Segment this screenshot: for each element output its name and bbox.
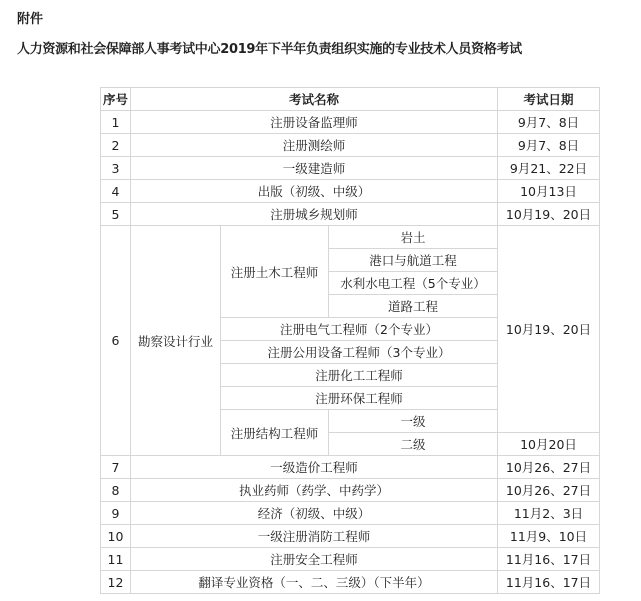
exam-level: 二级	[329, 433, 498, 456]
exam-name: 一级建造师	[131, 157, 498, 180]
row-number: 1	[101, 111, 131, 134]
table-row	[101, 111, 600, 134]
exam-name: 注册化工工程师	[221, 364, 498, 387]
exam-level: 一级	[329, 410, 498, 433]
header-name: 考试名称	[131, 88, 498, 111]
row-number: 6	[101, 226, 131, 456]
row-number: 8	[101, 479, 131, 502]
table-row	[101, 548, 600, 571]
exam-date: 10月19、20日	[498, 203, 600, 226]
exam-date: 10月13日	[498, 180, 600, 203]
table-row	[101, 525, 600, 548]
exam-name: 注册环保工程师	[221, 387, 498, 410]
exam-date: 11月2、3日	[498, 502, 600, 525]
exam-name: 注册土木工程师	[221, 226, 329, 318]
industry-name: 勘察设计行业	[131, 226, 221, 456]
table-row	[101, 479, 600, 502]
row-number: 7	[101, 456, 131, 479]
exam-name: 出版（初级、中级）	[131, 180, 498, 203]
row-number: 12	[101, 571, 131, 594]
table-row	[101, 226, 600, 249]
exam-date: 11月16、17日	[498, 571, 600, 594]
exam-name: 一级注册消防工程师	[131, 525, 498, 548]
row-number: 5	[101, 203, 131, 226]
exam-specialty: 水利水电工程（5个专业）	[329, 272, 498, 295]
row-number: 2	[101, 134, 131, 157]
exam-name: 注册结构工程师	[221, 410, 329, 456]
exam-date: 11月16、17日	[498, 548, 600, 571]
exam-name: 执业药师（药学、中药学）	[131, 479, 498, 502]
row-number: 10	[101, 525, 131, 548]
exam-date: 11月9、10日	[498, 525, 600, 548]
table-row	[101, 134, 600, 157]
table-row	[101, 571, 600, 594]
row-number: 4	[101, 180, 131, 203]
exam-date: 9月21、22日	[498, 157, 600, 180]
exam-name: 经济（初级、中级）	[131, 502, 498, 525]
exam-name: 注册电气工程师（2个专业）	[221, 318, 498, 341]
exam-name: 注册设备监理师	[131, 111, 498, 134]
row-number: 11	[101, 548, 131, 571]
header-date: 考试日期	[498, 88, 600, 111]
document-title: 人力资源和社会保障部人事考试中心2019年下半年负责组织实施的专业技术人员资格考试	[17, 42, 522, 57]
exam-date: 10月19、20日	[498, 226, 600, 433]
exam-date: 9月7、8日	[498, 134, 600, 157]
row-number: 9	[101, 502, 131, 525]
table-row	[101, 157, 600, 180]
exam-specialty: 道路工程	[329, 295, 498, 318]
exam-name: 一级造价工程师	[131, 456, 498, 479]
table-row	[101, 203, 600, 226]
exam-specialty: 岩土	[329, 226, 498, 249]
exam-date: 10月26、27日	[498, 479, 600, 502]
table-row	[101, 502, 600, 525]
exam-name: 注册测绘师	[131, 134, 498, 157]
exam-specialty: 港口与航道工程	[329, 249, 498, 272]
exam-name: 注册城乡规划师	[131, 203, 498, 226]
table-row	[101, 456, 600, 479]
table-row	[101, 180, 600, 203]
exam-name: 注册安全工程师	[131, 548, 498, 571]
row-number: 3	[101, 157, 131, 180]
exam-name: 翻译专业资格（一、二、三级）（下半年）	[131, 571, 498, 594]
attachment-label: 附件	[17, 12, 44, 27]
exam-date: 9月7、8日	[498, 111, 600, 134]
exam-name: 注册公用设备工程师（3个专业）	[221, 341, 498, 364]
exam-date: 10月26、27日	[498, 456, 600, 479]
exam-schedule-table	[100, 87, 600, 594]
table-header-row	[101, 88, 600, 111]
exam-date: 10月20日	[498, 433, 600, 456]
header-no: 序号	[101, 88, 131, 111]
